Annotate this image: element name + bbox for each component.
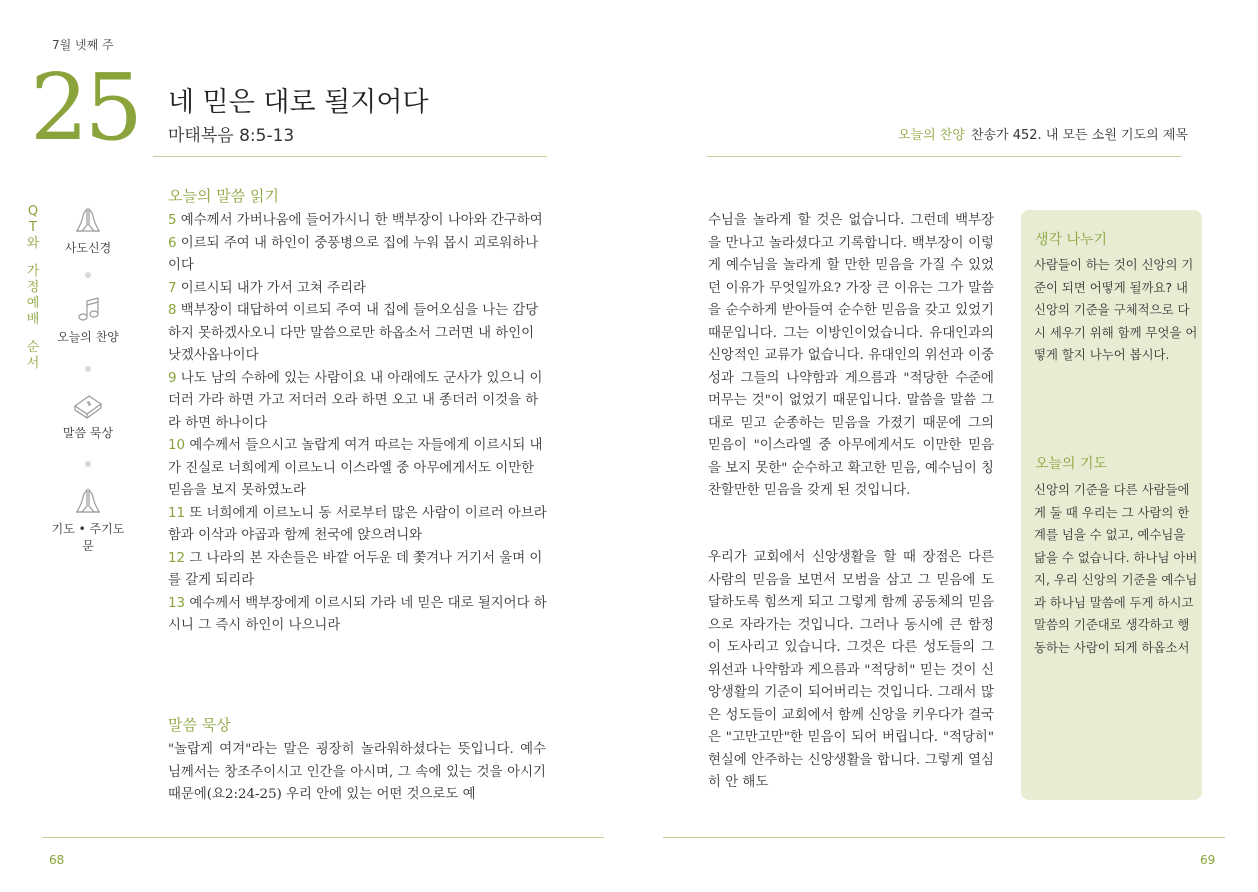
verse: 5 예수께서 가버나움에 들어가시니 한 백부장이 나아와 간구하여 (168, 213, 543, 228)
verse: 10 예수께서 들으시고 놀랍게 여겨 따르는 자들에게 이르시되 내가 진실로 너희에게 이르노니 이스라엘 중 아무에게서도 이만한 믿음을 보지 못하였노라 (168, 438, 543, 498)
scripture-reference: 마태복음 8:5-13 (168, 126, 295, 146)
footer-rule-right (663, 837, 1225, 838)
verse: 8 백부장이 대답하여 이르되 주여 내 집에 들어오심을 나는 감당하지 못하겠사오니 다만 말씀으로만 하옵소서 그러면 내 하인이 낫겠사옵나이다 (168, 303, 539, 363)
sharing-text: 사람들이 하는 것이 신앙의 기준이 되면 어떻게 될까요? 내 신앙의 기준을 구체적으로 다시 세우기 위해 함께 무엇을 어떻게 할지 나누어 봅시다. (1034, 257, 1198, 362)
header-rule-left (153, 156, 547, 157)
footer-rule-left (42, 837, 604, 838)
separator-dot (85, 272, 91, 278)
verse: 13 예수께서 백부장에게 이르시되 가라 네 믿은 대로 될지어다 하시니 그 즉시 하인이 나으니라 (168, 595, 547, 633)
verse: 7 이르시되 내가 가서 고쳐 주리라 (168, 280, 366, 296)
sidebar-item-hymn (48, 296, 128, 345)
sidebar-item-label: 사도신경 (64, 241, 112, 255)
prayer-text: 신앙의 기준을 다른 사람들에게 둘 때 우리는 그 사람의 한계를 넘을 수 없고, 예수님을 닮을 수 없습니다. 하나님 아버지, 우리 신앙의 기준을 예수님과 하나님 말씀에 두게 하시고 말씀의 기준대로 생각하고 행동하는 사람이 되게 하옵소서 (1034, 482, 1198, 655)
verse: 9 나도 남의 수하에 있는 사람이요 내 아래에도 군사가 있으니 이더러 가라 하면 가고 저더러 오라 하면 오고 내 종더러 이것을 하라 하면 하나이다 (168, 370, 543, 431)
verse-list (168, 210, 548, 638)
week-label: 7월 넷째 주 (52, 38, 114, 52)
meditation-paragraph-2: 수님을 놀라게 할 것은 없습니다. 그런데 백부장을 만나고 놀라셨다고 기록합니다. 백부장이 이렇게 예수님을 놀라게 할 만한 믿음을 가질 수 있었던 이유가 무엇일까요? 가장 큰 이유는 그가 말씀을 순수하게 받아들여 순수한 믿음을 갖고 있었기 때문입니다. 그는 이방인이었습니다. 유대인과의 신앙적인 교류가 없습니다. 유대인의 위선과 이중성과 그들의 나약함과 게으름과 "적당한 수준에 머무는 것"이 없었기 때문입니다. 말씀을 말씀 그대로 믿고 순종하는 믿음을 가졌기 때문에 그의 믿음이 "이스라엘 중 아무에게서도 이만한 믿음을 보지 못한" 순수하고 확고한 믿음, 예수님이 칭찬할만한 믿음을 갖게 된 것입니다. (708, 213, 994, 498)
verse: 6 이르되 주여 내 하인이 중풍병으로 집에 누워 몹시 괴로워하나이다 (168, 235, 539, 273)
bible-icon (72, 392, 104, 420)
sidebar-item-label: 기도 • 주기도문 (51, 522, 125, 553)
sidebar-item-label: 오늘의 찬양 (57, 330, 119, 344)
page-number-left: 68 (49, 853, 65, 867)
separator-dot (85, 366, 91, 372)
qt-vertical-label: Q T 와 가 정 예 배 순 서 (26, 204, 40, 371)
hymn-label: 오늘의 찬양 (898, 128, 965, 143)
hymn-line (898, 124, 1188, 143)
header-rule-right (707, 156, 1181, 157)
sidebar-item-meditation (48, 392, 128, 441)
verse: 11 또 너희에게 이르노니 동 서로부터 많은 사람이 이르러 아브라함과 이삭과 야곱과 함께 천국에 앉으려니와 (168, 505, 547, 543)
page-number-right: 69 (1200, 853, 1216, 867)
prayer-heading: 오늘의 기도 (1035, 456, 1108, 472)
verse: 12 그 나라의 본 자손들은 바깥 어두운 데 쫓겨나 거기서 울며 이를 갈게 되리라 (168, 550, 543, 588)
praying-hands-icon (73, 205, 103, 235)
sidebar-item-label: 말씀 묵상 (62, 426, 114, 440)
sidebar-item-prayer (48, 486, 128, 554)
sharing-heading: 생각 나누기 (1035, 232, 1108, 248)
hymn-title: 찬송가 452. 내 모든 소원 기도의 제목 (970, 128, 1188, 143)
reading-heading: 오늘의 말씀 읽기 (168, 187, 279, 205)
meditation-paragraph-3: 우리가 교회에서 신앙생활을 할 때 장점은 다른 사람의 믿음을 보면서 모범을 삼고 그 믿음에 도달하도록 힘쓰게 되고 그렇게 함께 공동체의 믿음으로 자라가는 것입니다. 그러나 동시에 큰 함정이 도사리고 있습니다. 그것은 다른 성도들의 그 위선과 나약함과 게으름과 "적당히" 믿는 것이 신앙생활의 기준이 되어버리는 것입니다. 그래서 많은 성도들이 교회에서 함께 신앙을 키우다가 결국은 "고만고만"한 믿음이 되어 버립니다. "적당히" 현실에 안주하는 신앙생활을 합니다. 그렇게 열심히 안 해도 (708, 550, 994, 790)
sidebar-item-creed (48, 205, 128, 256)
music-note-icon (73, 296, 103, 324)
day-number: 25 (30, 54, 140, 161)
meditation-heading: 말씀 묵상 (168, 716, 231, 734)
separator-dot (85, 461, 91, 467)
meditation-paragraph-1: "놀랍게 여겨"라는 말은 굉장히 놀라워하셨다는 뜻입니다. 예수님께서는 창조주이시고 인간을 아시며, 그 속에 있는 것을 아시기 때문에(요2:24-25) 우리 안에 있는 어떤 것으로도 예 (168, 742, 546, 802)
page-title: 네 믿은 대로 될지어다 (168, 87, 429, 118)
praying-hands-icon (73, 486, 103, 516)
